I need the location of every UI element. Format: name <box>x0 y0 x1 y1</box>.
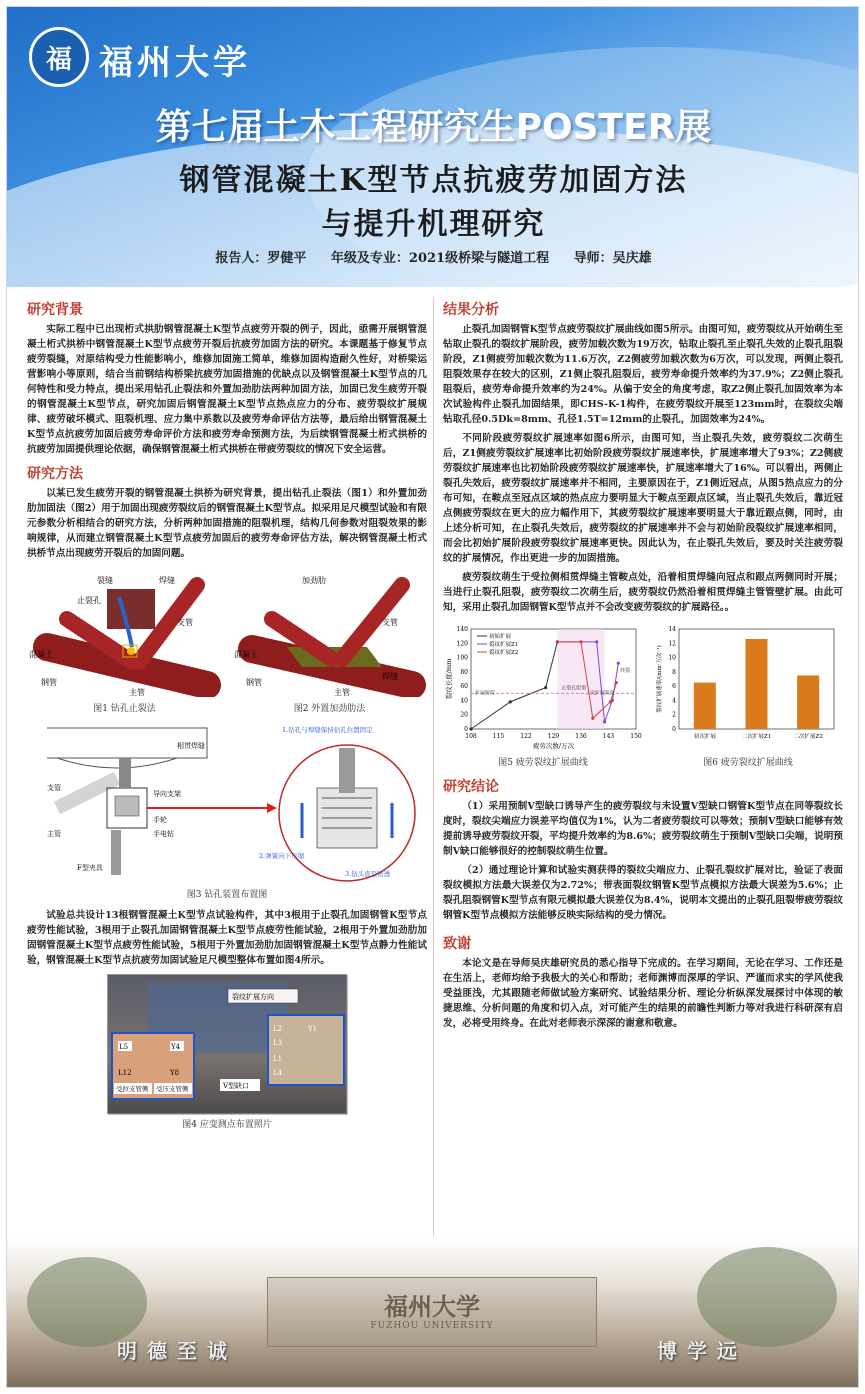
test-text: 试验总共设计13根钢管混凝土K型节点试验构件，其中3根用于止裂孔加固钢管K型节点疲劳性能试验，3根用于止裂孔加固钢管混凝土K型节点疲劳性能试验，2根用于外置加劲肋加固钢管混凝土K型节点疲劳性能试验，5根用于外置加劲肋加固钢管混凝土K型节点静力性能试验，钢管混凝土K型节点抗疲劳加固试验足尺模型整体布置如图4所示。 <box>27 910 427 966</box>
y-tick-label: 14 <box>668 626 676 633</box>
y-tick-label: 120 <box>456 640 468 648</box>
fig3-label: F型夹具 <box>77 864 103 872</box>
x-tick-label: 143 <box>602 733 615 740</box>
fig1-label: 支管 <box>177 618 193 627</box>
x-axis-label: 疲劳次数/万次 <box>532 742 575 750</box>
x-tick-label: 136 <box>575 733 587 740</box>
data-point <box>591 717 594 720</box>
drill-bit <box>339 748 355 793</box>
y-tick-label: 10 <box>668 654 676 662</box>
data-point <box>595 640 598 643</box>
fig1-label: 止裂孔 <box>77 596 101 605</box>
gate-inscription: 福州大学 <box>384 1292 480 1321</box>
fig2-label: 支管 <box>382 618 398 627</box>
fig1-label: 主管 <box>129 688 145 697</box>
fig4-label: Y8 <box>170 1069 180 1077</box>
fig4-label: Y4 <box>171 1043 181 1051</box>
data-point <box>617 662 620 665</box>
figure-3-drawing <box>27 718 427 883</box>
y-tick-label: 40 <box>460 697 468 705</box>
figure-row-1-2 <box>27 567 427 714</box>
figure-6 <box>653 621 843 768</box>
figure-4-photo <box>107 974 347 1114</box>
fig3-label: 导向支架 <box>153 790 181 798</box>
x-tick-label: 115 <box>492 733 505 740</box>
poster <box>6 6 859 1388</box>
fig4-label: L12 <box>118 1069 132 1077</box>
stop-hole-icon <box>127 647 135 655</box>
figure-3 <box>27 718 427 898</box>
figure-2-drawing <box>232 567 427 697</box>
legend-label: 裂纹扩展Z1 <box>489 642 519 648</box>
gate-inscription-en: FUZHOU UNIVERSITY <box>370 1321 494 1331</box>
fig3-label: 手轮 <box>153 816 167 824</box>
y-tick-label: 8 <box>672 668 676 676</box>
figure-4-caption: 图4 应变测点布置照片 <box>182 1120 272 1130</box>
annotation: 扩展阶段 <box>475 690 496 697</box>
campus-banner <box>7 1237 859 1388</box>
data-point <box>579 640 582 643</box>
results-paragraph-2: 不同阶段疲劳裂纹扩展速率如图6所示，由图可知，当止裂孔失效，疲劳裂纹二次萌生后，Z1侧疲劳裂纹扩展速率比初始阶段疲劳裂纹扩展速率快，扩展速率增大了93%；Z2侧疲劳裂纹扩展速率也比初始阶段疲劳裂纹扩展速率快，扩展速率增大了16%。可以看出，两侧止裂孔失效后，疲劳裂纹扩展速率并不相同，主要原因在于，Z1侧近冠点，从图5热点应力的分布可知，在鞍点至冠点区域的热点应力要明显大于鞍点至跟点区域，当止裂孔失效后，靠近冠点侧疲劳裂纹在更大的应力幅作用下，其疲劳裂纹扩展速率要明显大于靠近跟点侧，同时，由上述分析可知，在止裂孔失效后，疲劳裂纹的扩展速率并不会与初始阶段裂纹扩展速率相同，而会比初始扩展阶段疲劳裂纹扩展速率更快。因此认为，在止裂孔失效后，要及时关注疲劳裂纹的扩展情况，作出更进一步的加固措施。 <box>443 433 843 564</box>
section-title-background: 研究背景 <box>27 302 83 318</box>
university-seal-icon: 福 <box>29 27 89 87</box>
figure-2-caption: 图2 外置加劲肋法 <box>293 704 366 714</box>
motto-left: 明德至诚 <box>117 1339 237 1363</box>
category-label: 二次扩展Z2 <box>793 734 823 740</box>
fig2-label: 混凝土 <box>234 650 258 659</box>
left-column <box>27 295 427 1130</box>
author-info <box>7 247 859 266</box>
x-tick-label: 122 <box>520 733 532 740</box>
fig3-label: 1.钻孔与焊缝保持钻孔位置固定 <box>282 726 373 734</box>
fig2-label: 焊缝 <box>382 672 398 681</box>
fig2-label: 加劲肋 <box>302 576 326 585</box>
y-tick-label: 12 <box>668 640 676 648</box>
motto-right: 博学远 <box>657 1339 747 1363</box>
fig4-label: L4 <box>273 1069 283 1077</box>
fig4-label: L3 <box>273 1039 283 1047</box>
f-clamp-arm <box>111 830 121 875</box>
bar <box>746 639 768 729</box>
x-tick-label: 150 <box>630 733 642 740</box>
data-point <box>609 700 612 703</box>
section-title-conclusion: 研究结论 <box>443 779 499 795</box>
conclusion-paragraph-2: （2）通过理论计算和试验实测获得的裂纹尖端应力、止裂孔裂纹扩展对比，验证了表面裂纹模拟方法最大误差仅为2.72%；带表面裂纹钢管K型节点模拟方法最大误差为5.6%；止裂孔阻裂钢管K型节点有限元模拟最大误差仅为8.4%，说明本文提出的止裂孔阻裂带疲劳裂纹钢管K型节点模拟方法能够反映实际结构的受力情况。 <box>443 865 843 921</box>
fig1-label: 裂缝 <box>97 576 113 585</box>
y-axis-label: 裂纹长度/mm <box>445 658 453 700</box>
y-tick-label: 140 <box>456 626 468 633</box>
y-tick-label: 20 <box>460 711 468 719</box>
fig3-label: 相贯焊缝 <box>177 742 205 750</box>
annotation: 止裂孔阻裂 <box>561 685 587 692</box>
drill-body <box>119 758 131 788</box>
column-divider <box>433 297 434 1237</box>
y-tick-label: 0 <box>464 726 468 733</box>
method-text: 以某已发生疲劳开裂的钢管混凝土拱桥为研究背景，提出钻孔止裂法（图1）和外置加劲肋加固法（图2）用于加固出现疲劳裂纹后的钢管混凝土K型节点。拟采用足尺模型试验和有限元参数分析相结合的研究方法，分析两种加固措施的阻裂机理，结构几何参数对阻裂效果的影响规律，从而建立钢管混凝土K型节点疲劳加固后的疲劳寿命评估方法，解决钢管混凝土桁式拱桥节点出现疲劳开裂后的加固问题。 <box>27 488 427 559</box>
legend-label: 初始扩展 <box>489 634 512 640</box>
y-tick-label: 0 <box>672 726 676 733</box>
figure-5-caption: 图5 疲劳裂纹扩展曲线 <box>498 758 588 768</box>
data-point <box>469 727 472 730</box>
x-tick-label: 129 <box>547 733 560 740</box>
advisor: 导师：吴庆雄 <box>573 251 652 266</box>
figure-6-caption: 图6 疲劳裂纹扩展曲线 <box>703 758 793 768</box>
conclusion-paragraph-1: （1）采用预制V型缺口诱导产生的疲劳裂纹与未设置V型缺口钢管K型节点在同等裂纹长度时，裂纹尖端应力误差平均值仅为1%，认为二者疲劳裂纹可以等效；预制V型缺口能够有效提前诱导疲劳裂纹开裂，平均提升效率约为8.6%；疲劳裂纹萌生于预制V型缺口尖端，说明预制V缺口能够很好的控制裂纹萌生位置。 <box>443 801 843 857</box>
figure-4-overlay <box>108 975 348 1115</box>
figure-1 <box>27 567 222 714</box>
annotation: 二次扩展阶段 <box>584 690 615 697</box>
figure-1-caption: 图1 钻孔止裂法 <box>93 704 156 714</box>
poster-title-line1: 钢管混凝土K型节点抗疲劳加固方法 <box>179 163 688 198</box>
category-label: 初次扩展 <box>693 734 716 740</box>
tree-decoration <box>27 1257 147 1347</box>
crack-rate-chart <box>653 621 843 751</box>
fig4-label: 裂纹扩展方向 <box>232 993 274 1001</box>
category-label: 二次扩展Z1 <box>741 734 772 740</box>
fig3-label: 手电钻 <box>153 830 174 838</box>
fig4-label: L1 <box>273 1055 283 1063</box>
figure-5 <box>443 621 643 768</box>
fig1-label: 钢管 <box>41 678 57 687</box>
fig4-label: 受拉支管侧 <box>116 1085 149 1093</box>
fig4-label: L2 <box>273 1025 283 1033</box>
fig3-label: 3.钻头直至钻透 <box>345 870 391 878</box>
data-point <box>615 681 618 684</box>
clamp <box>115 796 139 816</box>
fig1-label: 混凝土 <box>29 650 53 659</box>
y-tick-label: 6 <box>672 683 676 691</box>
reporter: 报告人：罗健平 <box>215 251 307 266</box>
fig3-label: 支管 <box>47 784 61 792</box>
section-title-thanks: 致谢 <box>443 936 471 952</box>
fig2-label: 钢管 <box>246 678 262 687</box>
section-title-results: 结果分析 <box>443 302 499 318</box>
annotation: 终裂 <box>620 667 631 674</box>
results-paragraph-1: 止裂孔加固钢管K型节点疲劳裂纹扩展曲线如图5所示。由图可知，疲劳裂纹从开始萌生至钻取止裂孔的裂纹扩展阶段，疲劳加载次数为19万次，钻取止裂孔至止裂孔失效的止裂孔阻裂阶段，Z1侧疲劳加载次数为11.6万次，Z2侧疲劳加载次数为6万次，可以发现，两侧止裂孔阻裂效果存在较大的区别，Z1侧止裂孔阻裂后，疲劳寿命提升效率约为37.9%；Z2侧止裂孔阻裂后，疲劳寿命提升效率约为24%。从偏于安全的角度考虑，取Z2侧止裂孔加固效率为本次试验构件止裂孔加固结果，即CHS-K-1构件，在疲劳裂纹开展至123mm时，在裂纹尖端钻取孔径0.5Dk=8mm、孔径1.5T=12mm的止裂孔，加固效率为24%。 <box>443 324 843 425</box>
data-point <box>603 720 606 723</box>
y-axis-label: 裂纹扩展速率/(mm·万次⁻¹) <box>657 645 663 713</box>
section-title-method: 研究方法 <box>27 466 83 482</box>
poster-header <box>7 7 859 287</box>
bar <box>694 683 716 729</box>
data-point <box>544 686 547 689</box>
y-tick-label: 2 <box>672 711 676 719</box>
fig4-label: V型缺口 <box>223 1082 250 1090</box>
y-tick-label: 4 <box>672 697 676 705</box>
event-title: 第七届土木工程研究生POSTER展 <box>155 107 712 148</box>
poster-title-line2: 与提升机理研究 <box>321 207 546 242</box>
data-point <box>509 700 512 703</box>
arrow-head-icon <box>267 803 277 813</box>
data-point <box>556 640 559 643</box>
crack-growth-chart <box>443 621 643 751</box>
major: 年级及专业：2021级桥梁与隧道工程 <box>330 251 550 266</box>
fig4-label: 受压支管侧 <box>156 1085 189 1093</box>
x-tick-label: 108 <box>465 733 477 740</box>
y-tick-label: 80 <box>460 668 468 676</box>
figure-1-drawing <box>27 567 222 697</box>
right-column <box>443 295 843 1031</box>
thanks-text: 本论文是在导师吴庆雄研究员的悉心指导下完成的。在学习期间，无论在学习、工作还是在生活上，老师均给予我极大的关心和帮助；老师渊博而深厚的学识、严谨而求实的学风使我受益匪浅，尤其跟随老师做试验方案研究、试验结果分析、理论分析纵深发展探讨中体现的敏捷思维、分析问题的角度和切入点，对可能产生的结果的前瞻性判断力等对我进行科研深有启发，必将受用终身。在此对老师表示深深的谢意和敬意。 <box>443 958 843 1029</box>
fig4-label: L5 <box>119 1043 129 1051</box>
y-tick-label: 100 <box>456 654 468 662</box>
weld-outline <box>57 758 177 768</box>
bar <box>797 675 819 729</box>
weld-block <box>107 589 155 629</box>
fig3-label: 2.弹簧向下压缩 <box>259 852 305 860</box>
figure-2 <box>232 567 427 714</box>
legend-label: 裂纹扩展Z2 <box>489 650 519 656</box>
figure-3-caption: 图3 钻孔装置布置图 <box>186 890 268 900</box>
university-name: 福州大学 <box>99 43 251 83</box>
fig1-label: 焊缝 <box>159 576 175 585</box>
y-tick-label: 60 <box>460 683 468 691</box>
fig2-label: 主管 <box>334 688 350 697</box>
chart-row <box>443 621 843 768</box>
brace-outline <box>57 778 117 808</box>
background-text: 实际工程中已出现桁式拱肋钢管混凝土K型节点疲劳开裂的例子，因此，亟需开展钢管混凝土桁式拱桥中钢管混凝土K型节点疲劳开裂后抗疲劳加固方法的研究。本课题基于修复节点疲劳裂缝，对原结构受力性能影响小，维修加固施工简单，维修加固构造耐久性好，对桥梁运营影响小等原则，结合当前钢结构桥梁抗疲劳加固措施的优缺点以及钢管混凝土K型节点的几何特性和受力特点，提出采用钻孔止裂法和外置加劲肋法两种加固方法，加固已发生疲劳开裂的钢管混凝土K型节点，研究加固后钢管混凝土K型节点热点应力的分布、疲劳裂纹扩展规律、疲劳破坏模式、阻裂机理、应力集中系数以及疲劳寿命评估方法等，最后给出钢管混凝土K型节点抗疲劳加固后疲劳寿命评价方法和疲劳寿命预测方法，为后续钢管混凝土桁式拱桥的抗疲劳加固提供理论依据，确保钢管混凝土桁式拱桥在带疲劳裂纹的情况下安全运营。 <box>27 324 427 455</box>
tree-decoration <box>697 1247 837 1347</box>
fig4-label: Y1 <box>308 1025 318 1033</box>
fig3-label: 主管 <box>47 830 61 838</box>
results-paragraph-3: 疲劳裂纹萌生于受拉侧相贯焊缝主管鞍点处，沿着相贯焊缝向冠点和跟点两侧同时开展；当进行止裂孔阻裂，疲劳裂纹二次萌生后，疲劳裂纹仍然沿着相贯焊缝主管管壁扩展。由此可知，采用止裂孔加固钢管K型节点并不会改变疲劳裂纹的扩展路径。。 <box>443 572 843 613</box>
